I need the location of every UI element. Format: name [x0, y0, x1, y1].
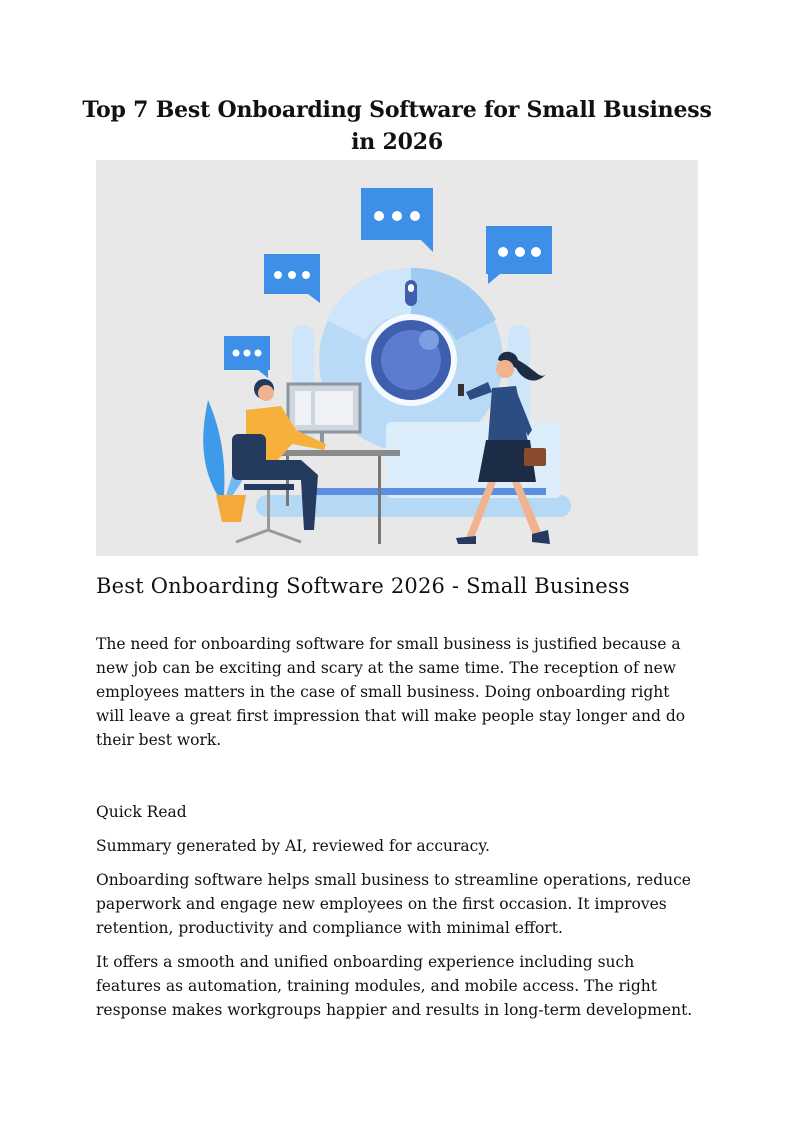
summary-note: Summary generated by AI, reviewed for accuracy.: [96, 837, 490, 855]
hero-illustration: [96, 160, 698, 556]
summary-paragraph: It offers a smooth and unified onboarding experience including such features as automation, training modules, and mobile access. The right response makes workgroups happier and results in long-term development.: [96, 953, 693, 1019]
section-heading: Best Onboarding Software 2026 - Small Business: [96, 574, 630, 598]
quick-read-label: Quick Read: [96, 803, 187, 821]
platform-stripe: [306, 488, 546, 495]
chat-bubble-icon: [264, 254, 320, 303]
article: [82, 94, 712, 1022]
onboarding-illustration: [96, 160, 698, 556]
chat-bubble-icon: [224, 336, 270, 378]
chat-bubble-icon: [486, 226, 552, 284]
chat-bubble-icon: [361, 188, 433, 252]
summary-paragraph: Onboarding software helps small business to streamline operations, reduce paperwork and engage new employees on the first occasion. It improves retention, productivity and compliance with minimal effort.: [96, 871, 691, 937]
intro-paragraph: The need for onboarding software for small business is justified because a new job can be exciting and scary at the same time. The reception of new employees matters in the case of small business. Doing onboarding right will leave a great first impression that will make people stay longer and do their best work.: [96, 635, 686, 749]
page-title: Top 7 Best Onboarding Software for Small Business in 2026: [82, 97, 712, 155]
